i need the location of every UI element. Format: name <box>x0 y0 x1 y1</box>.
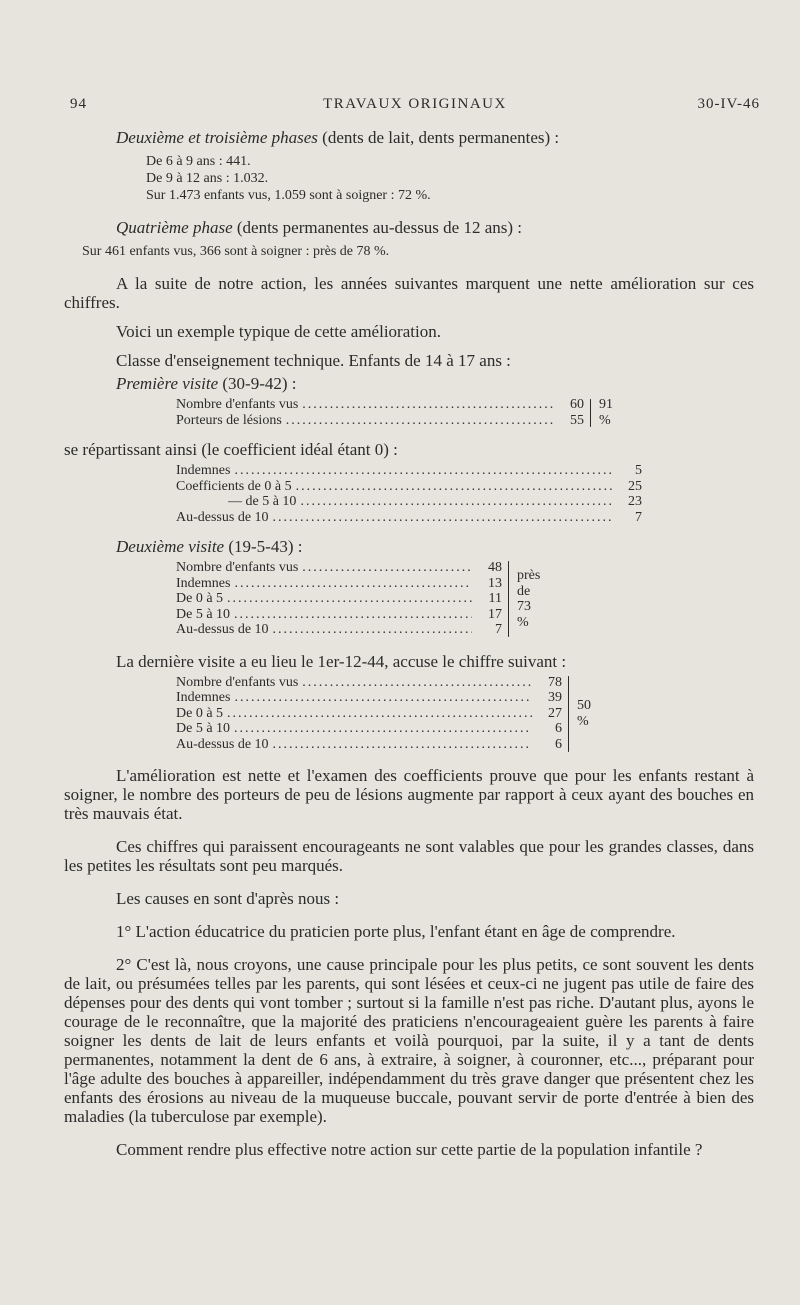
page-content <box>64 128 754 1173</box>
paragraph-2: Voici un exemple typique de cette amélioration. <box>116 322 441 341</box>
table-row: De 0 à 5 ..... 27 <box>176 706 562 722</box>
table-row: Indemnes ..... 39 <box>176 690 562 706</box>
phase23-subtitle: (dents de lait, dents permanentes) : <box>317 128 560 147</box>
paragraph-6: Les causes en sont d'après nous : <box>116 889 340 908</box>
phase4-heading <box>64 218 754 237</box>
running-title: TRAVAUX ORIGINAUX <box>323 96 507 112</box>
table-row: Nombre d'enfants vus ..... 48 <box>176 560 502 576</box>
table-row: De 5 à 10 ..... 17 <box>176 607 502 623</box>
paragraph-4: L'amélioration est nette et l'examen des coefficients prouve que pour les enfants restant à soigner, le nombre des porteurs de peu de lésions augmente par rapport à ceux ayant des bouches en très mauvais état. <box>64 766 754 823</box>
visit2-heading <box>64 537 754 556</box>
visit1-brace <box>590 397 613 428</box>
visit2-table <box>176 560 541 638</box>
visit1-date: (30-9-42) : <box>218 374 297 393</box>
paragraph-1: A la suite de notre action, les années suivantes marquent une nette amélioration sur ces chiffres. <box>64 274 754 312</box>
phase4-title: Quatrième phase <box>116 218 233 237</box>
phase23-line2: De 9 à 12 ans : 1.032. <box>146 171 269 186</box>
visit3-table <box>176 674 591 753</box>
table-row: De 5 à 10 ..... 6 <box>176 721 562 737</box>
visit1-percentage: 91 % <box>599 397 613 428</box>
issue-date: 30-IV-46 <box>697 96 760 112</box>
table-row: — de 5 à 10 ..... 23 <box>176 494 642 510</box>
table-row: Au-dessus de 10 ..... 6 <box>176 737 562 753</box>
paragraph-7: 1° L'action éducatrice du praticien porte plus, l'enfant étant en âge de comprendre. <box>116 922 676 941</box>
coefficients-table <box>176 463 642 525</box>
visit2-title: Deuxième visite <box>116 537 225 556</box>
phase4-line1: Sur 461 enfants vus, 366 sont à soigner : près de 78 %. <box>82 244 390 259</box>
paragraph-3: Classe d'enseignement technique. Enfants de 14 à 17 ans : <box>116 351 511 370</box>
phase23-line3: Sur 1.473 enfants vus, 1.059 sont à soigner : 72 %. <box>146 188 431 203</box>
phase23-line1: De 6 à 9 ans : 441. <box>146 154 251 169</box>
visit2-date: (19-5-43) : <box>224 537 303 556</box>
repartition-text: se répartissant ainsi (le coefficient idéal étant 0) : <box>64 440 398 459</box>
page-header <box>70 96 760 120</box>
phase23-heading <box>64 128 754 147</box>
visit3-brace <box>568 675 591 753</box>
paragraph-9: Comment rendre plus effective notre action sur cette partie de la population infantile ? <box>116 1140 703 1159</box>
phase4-subtitle: (dents permanentes au-dessus de 12 ans) : <box>232 218 523 237</box>
visit2-brace <box>508 560 540 638</box>
visit2-percentage: près de 73 % <box>517 568 541 630</box>
visit1-title: Première visite <box>116 374 219 393</box>
table-row: Nombre d'enfants vus ..... 78 <box>176 675 562 691</box>
page-number: 94 <box>70 96 87 112</box>
paragraph-5: Ces chiffres qui paraissent encourageants ne sont valables que pour les grandes classes, dans les petites les résultats sont peu marqués. <box>64 837 754 875</box>
visit1-heading <box>64 374 754 393</box>
table-row: Nombre d'enfants vus ..... 60 <box>176 397 584 413</box>
table-row: Au-dessus de 10 ..... 7 <box>176 622 502 638</box>
table-row: Indemnes ..... 5 <box>176 463 642 479</box>
visit3-percentage: 50 % <box>577 698 591 729</box>
phase23-title: Deuxième et troisième phases <box>116 128 318 147</box>
table-row: Indemnes ..... 13 <box>176 576 502 592</box>
table-row: Porteurs de lésions ..... 55 <box>176 413 584 429</box>
table-row: Coefficients de 0 à 5 ..... 25 <box>176 479 642 495</box>
table-row: Au-dessus de 10 ..... 7 <box>176 510 642 526</box>
paragraph-8: 2° C'est là, nous croyons, une cause principale pour les plus petits, ce sont souvent les dents de lait, ou présumées telles par les parents, qui sont lésées et ceux-ci ne jugent pas utile de faire des dépenses pour des dents qui vont tomber ; surtout si la famille n'est pas riche. D'autant plus, ayons le courage de le reconnaître, que la majorité des praticiens n'encourageaient guère les parents à faire soigner les dents de lait de leurs enfants et voilà pourquoi, par la suite, il y a tant de dents permanentes, notamment la dent de 6 ans, à extraire, à soigner, à couronner, etc..., préparant pour l'âge adulte des bouches à appareiller, indépendamment du très grave danger que présentent chez les enfants des érosions au niveau de la muqueuse buccale, pouvant servir de porte d'entrée à bien des maladies (la tuberculose par exemple). <box>64 955 754 1126</box>
table-row: De 0 à 5 ..... 11 <box>176 591 502 607</box>
visit1-table <box>176 397 613 428</box>
last-visit-text: La dernière visite a eu lieu le 1er-12-44, accuse le chiffre suivant : <box>116 651 567 671</box>
